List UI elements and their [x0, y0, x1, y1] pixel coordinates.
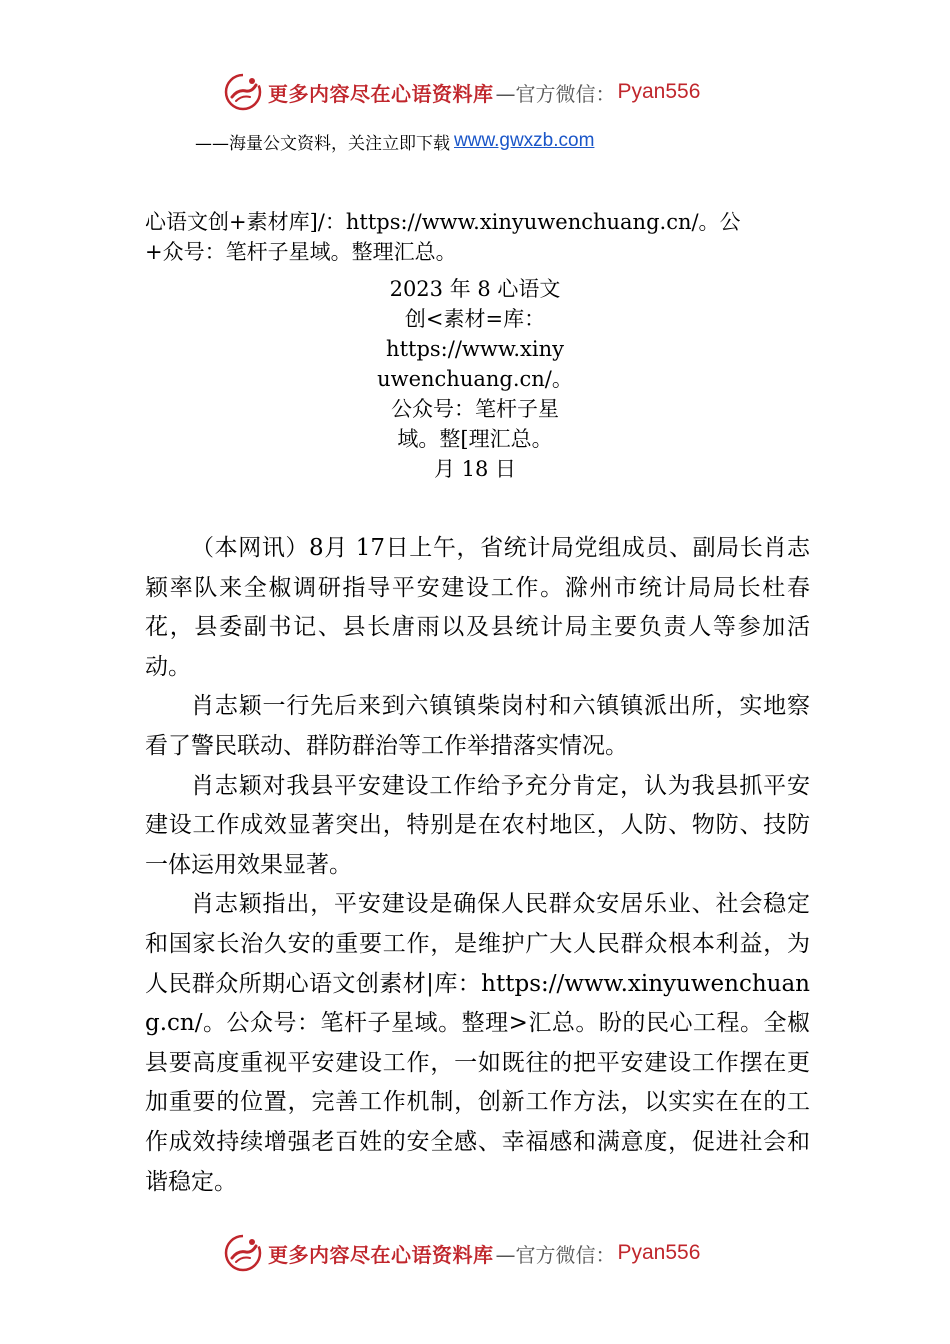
book-logo-icon: [222, 1232, 264, 1274]
date-line: 月 18 日: [433, 457, 517, 481]
date-line: https://www.xiny: [386, 337, 564, 361]
intro-line: 心语文创+素材库]/：https://www.xinyuwenchuang.cn/。公: [145, 210, 741, 234]
article-paragraph: （本网讯）8月 17日上午，省统计局党组成员、副局长肖志颖率队来全椒调研指导平安建设工作。滁州市统计局局长杜春花，县委副书记、县长唐雨以及县统计局主要负责人等参加活动。: [145, 535, 810, 680]
article-paragraph: 肖志颖一行先后来到六镇镇柴岗村和六镇镇派出所，实地察看了警民联动、群防群治等工作举措落实情况。: [145, 693, 810, 759]
watermark-wechat-id: Pyan556: [617, 1241, 701, 1264]
watermark-main-text: 更多内容尽在心语资料库: [268, 1242, 494, 1267]
subheader-text: ——海量公文资料，关注立即下载: [195, 133, 450, 154]
article-paragraph: 肖志颖指出，平安建设是确保人民群众安居乐业、社会稳定和国家长治久安的重要工作，是维护广大人民群众根本利益，为人民群众所期心语文创素材|库：https://www.xinyuwenchuang.cn/。公众号：笔杆子星域。整理>汇总。盼的民心工程。全椒县要高度重视平安建设工作，一如既往的把平安建设工作摆在更加重要的位置，完善工作机制，创新工作方法，以实实在在的工作成效持续增强老百姓的安全感、幸福感和满意度，促进社会和谐稳定。: [145, 891, 810, 1195]
intro-line: +众号：笔杆子星域。整理汇总。: [145, 240, 457, 264]
book-logo-icon: [222, 71, 264, 113]
watermark-wechat-label: —官方微信：: [495, 1242, 616, 1267]
article-paragraph: 肖志颖对我县平安建设工作给予充分肯定，认为我县抓平安建设工作成效显著突出，特别是在农村地区，人防、物防、技防一体运用效果显著。: [145, 772, 810, 878]
watermark-wechat-label: —官方微信：: [495, 81, 616, 106]
date-block: [365, 274, 585, 484]
watermark-wechat-id: Pyan556: [617, 80, 701, 103]
date-line: 域。整[理汇总。: [397, 427, 553, 451]
subheader: [195, 126, 594, 156]
date-line: 2023 年 8 心语文: [389, 277, 561, 301]
intro-block: [145, 207, 815, 267]
date-line: 公众号：笔杆子星: [391, 397, 559, 421]
date-line: uwenchuang.cn/。: [377, 367, 573, 391]
footer-watermark: [222, 1231, 700, 1275]
article-body: [145, 529, 810, 1202]
watermark-main-text: 更多内容尽在心语资料库: [268, 81, 494, 106]
header-watermark: [222, 70, 700, 114]
date-line: 创<素材=库：: [404, 307, 546, 331]
download-link[interactable]: www.gwxzb.com: [454, 130, 595, 151]
